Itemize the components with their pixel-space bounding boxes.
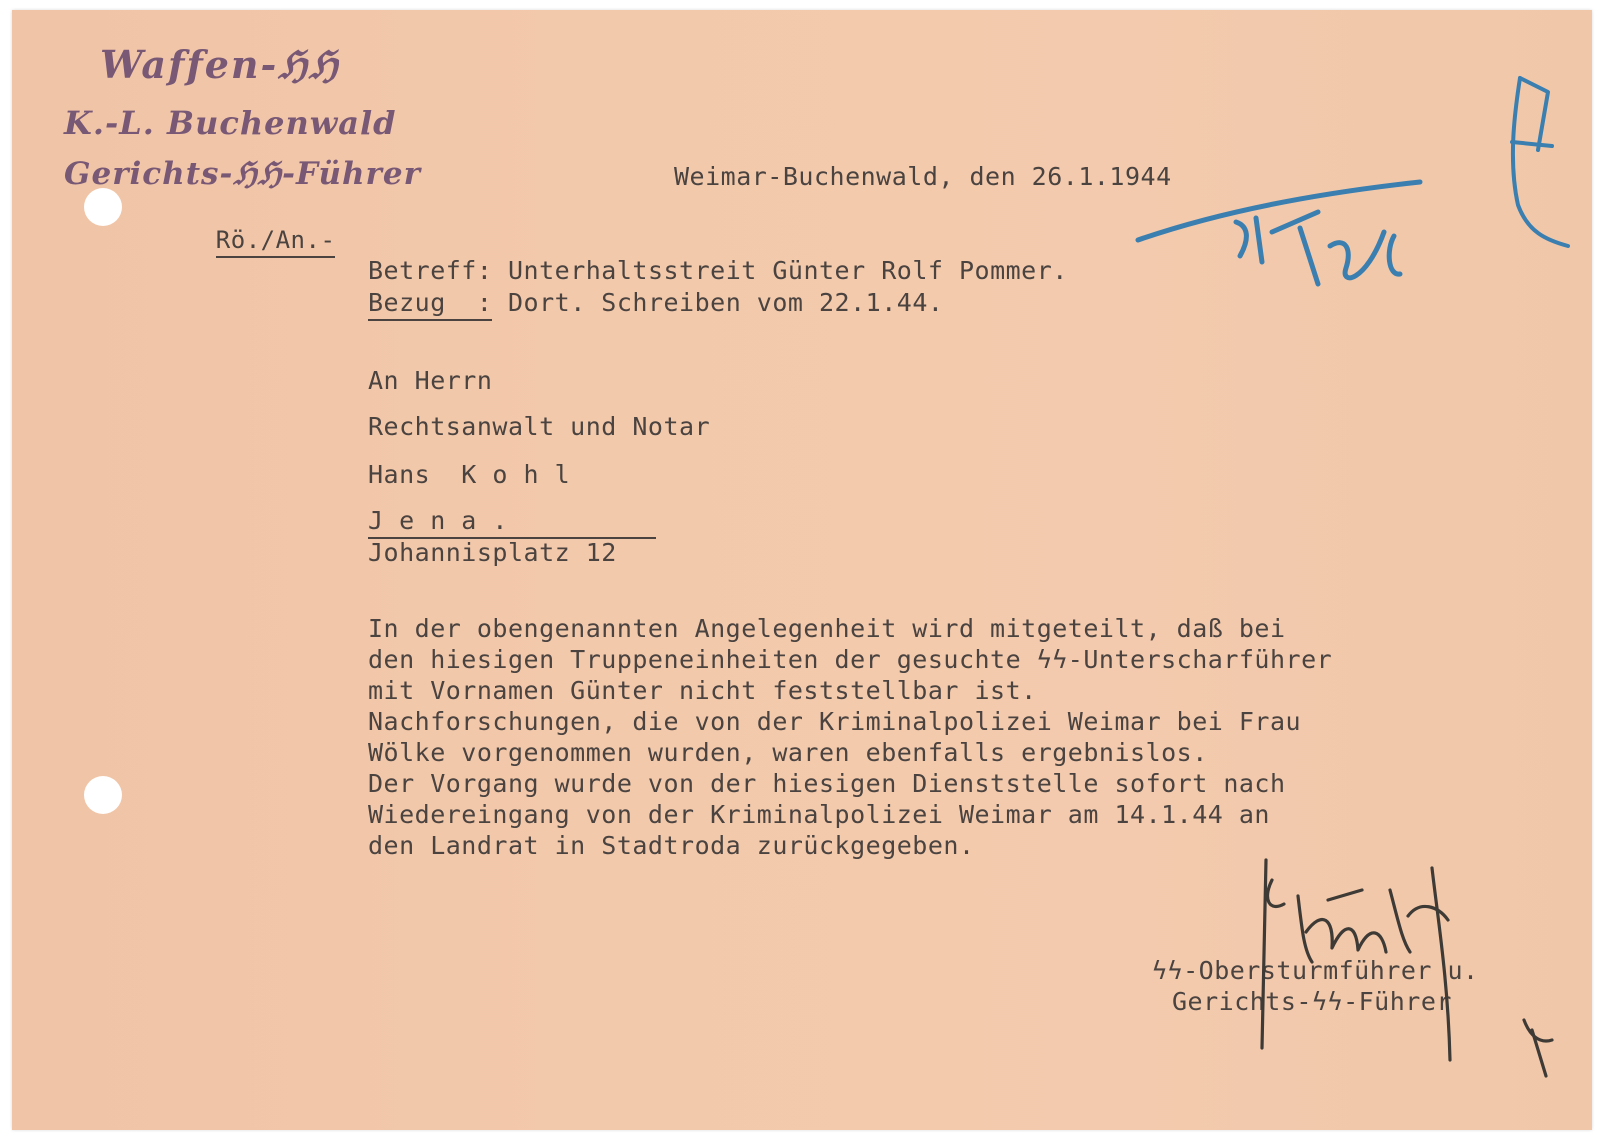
recipient-street: Johannisplatz 12	[368, 538, 617, 567]
handwritten-signature	[1262, 860, 1552, 1076]
recipient-profession: Rechtsanwalt und Notar	[368, 412, 711, 441]
body-line: Wölke vorgenommen wurden, waren ebenfalls ergebnislos.	[368, 738, 1208, 767]
blue-pencil-note	[1138, 182, 1420, 284]
body-line: den Landrat in Stadtroda zurückgegeben.	[368, 831, 975, 860]
stamp-line-camp: K.-L. Buchenwald	[64, 104, 397, 142]
place-date: Weimar-Buchenwald, den 26.1.1944	[674, 162, 1172, 191]
signature-title-rank: ϟϟ-Obersturmführer u.	[1152, 956, 1479, 985]
body-line: Der Vorgang wurde von der hiesigen Dienststelle sofort nach	[368, 769, 1286, 798]
bezug-label: Bezug :	[368, 288, 492, 321]
betreff-label: Betreff:	[368, 256, 493, 285]
body-line: Wiedereingang von der Kriminalpolizei Weimar am 14.1.44 an	[368, 800, 1270, 829]
stamp-line-office: Gerichts-ℌℌ-Führer	[64, 156, 421, 192]
bezug-text: Dort. Schreiben vom 22.1.44.	[507, 288, 944, 317]
body-line: In der obengenannten Angelegenheit wird mitgeteilt, daß bei	[368, 614, 1286, 643]
body-line: den hiesigen Truppeneinheiten der gesuchte ϟϟ-Unterscharführer	[368, 645, 1333, 674]
corner-mark-icon	[1512, 78, 1568, 246]
signature-title-office: Gerichts-ϟϟ-Führer	[1172, 987, 1452, 1016]
recipient-name: Hans K o h l	[368, 460, 571, 489]
recipient-salutation: An Herrn	[368, 366, 493, 395]
body-line: Nachforschungen, die von der Kriminalpolizei Weimar bei Frau	[368, 707, 1302, 736]
body-line: mit Vornamen Günter nicht feststellbar ist.	[368, 676, 1037, 705]
stamp-line-waffen: Waffen-ℌℌ	[100, 42, 340, 87]
reference-code: Rö./An.-	[216, 226, 336, 258]
betreff-text: Unterhaltsstreit Günter Rolf Pommer.	[507, 256, 1068, 285]
recipient-city: J e n a .	[368, 506, 656, 539]
